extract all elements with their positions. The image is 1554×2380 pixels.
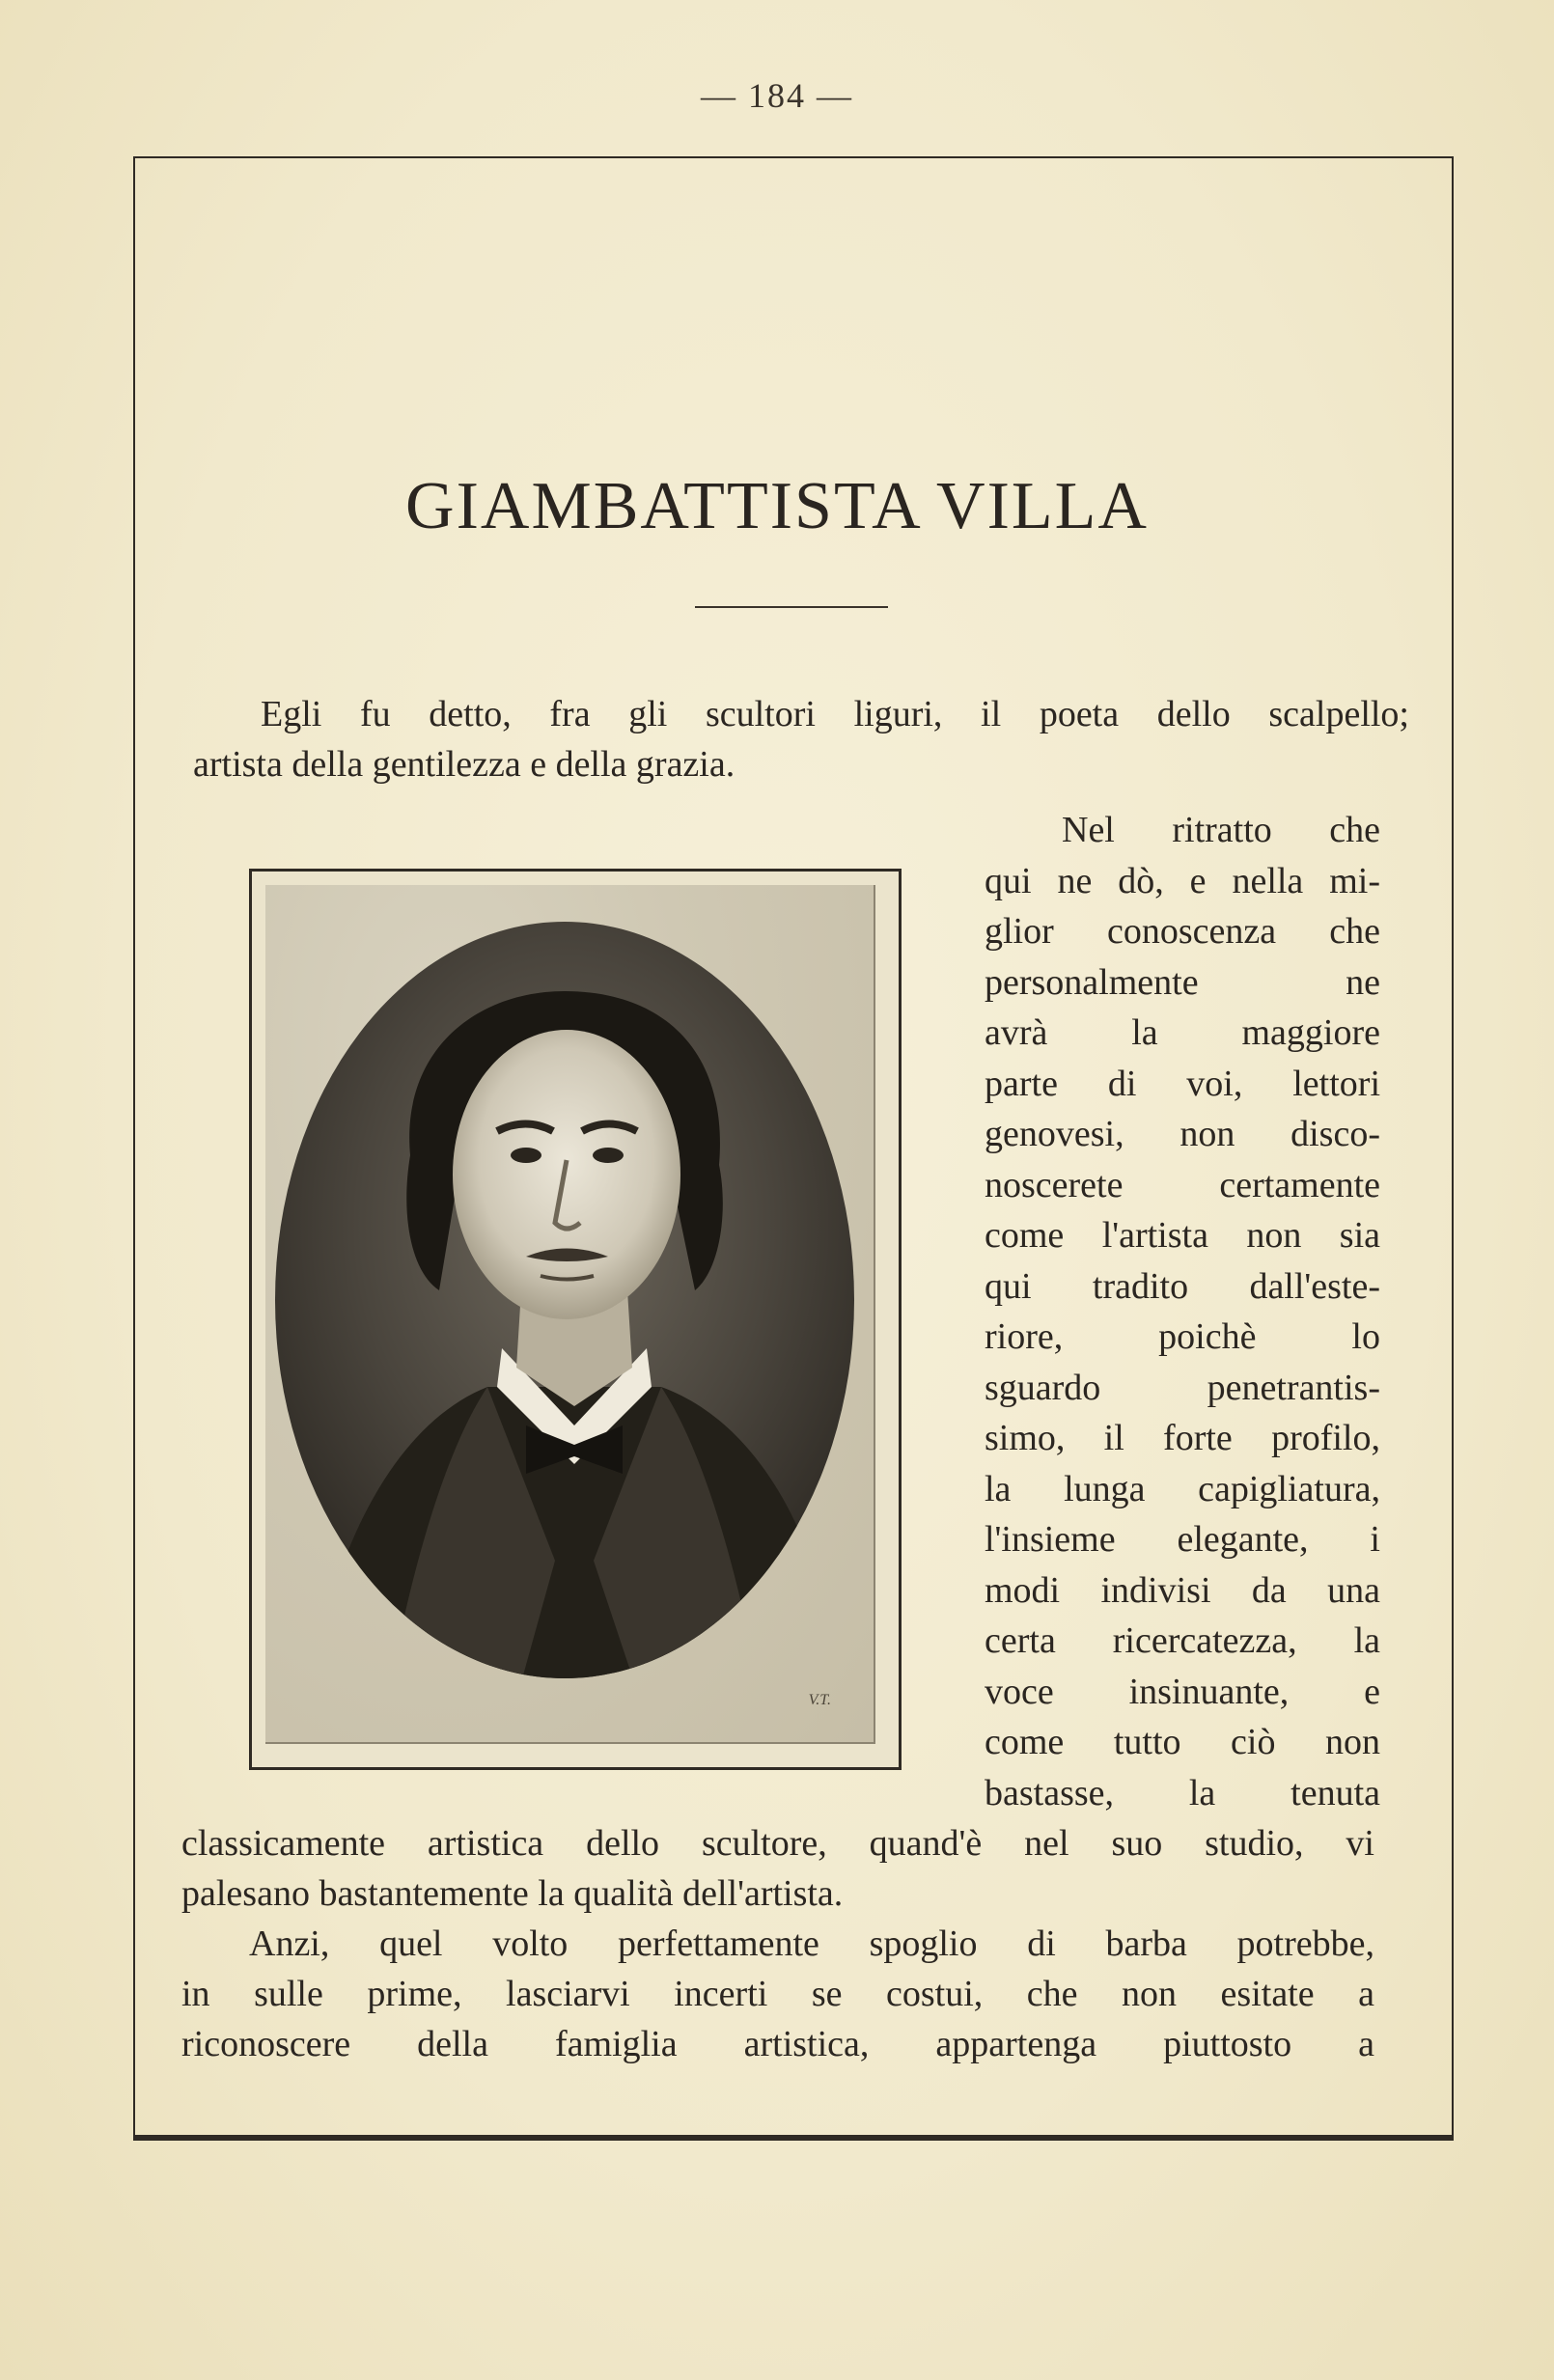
column-line: qui ne dò, e nella mi- [985, 860, 1380, 901]
column-line: modi indivisi da una [985, 1569, 1380, 1611]
body-line: classicamente artistica dello scultore, quand'è nel suo studio, vi [181, 1823, 1374, 1864]
portrait-plate [265, 885, 875, 1744]
column-line: glior conoscenza che [985, 911, 1380, 952]
column-line: riore, poichè lo [985, 1316, 1380, 1357]
intro-line-1: Egli fu detto, fra gli scultori liguri, il poeta dello scalpello; [261, 694, 1409, 734]
column-line: voce insinuante, e [985, 1671, 1380, 1712]
column-line: bastasse, la tenuta [985, 1772, 1380, 1813]
column-line: la lunga capigliatura, [985, 1468, 1380, 1509]
body-line: in sulle prime, lasciarvi incerti se costui, che non esitate a [181, 1974, 1374, 2014]
column-line: come l'artista non sia [985, 1215, 1380, 1256]
portrait-image [265, 885, 881, 1750]
portrait-figure [249, 869, 902, 1770]
body-line: riconoscere della famiglia artistica, appartenga piuttosto a [181, 2024, 1374, 2064]
article-title: GIAMBATTISTA VILLA [405, 469, 1149, 543]
intro-line-2: artista della gentilezza e della grazia. [193, 744, 735, 785]
body-line: Anzi, quel volto perfettamente spoglio di barba potrebbe, [249, 1923, 1374, 1964]
column-line: Nel ritratto che [1062, 810, 1380, 850]
column-line: noscerete certamente [985, 1164, 1380, 1205]
column-line: l'insieme elegante, i [985, 1519, 1380, 1560]
column-line: certa ricercatezza, la [985, 1620, 1380, 1661]
page-number: — 184 — [701, 76, 853, 115]
portrait-credit: V.T. [808, 1692, 831, 1708]
column-line: genovesi, non disco- [985, 1114, 1380, 1154]
column-line: simo, il forte profilo, [985, 1418, 1380, 1458]
side-column [985, 805, 1380, 1818]
column-line: avrà la maggiore [985, 1012, 1380, 1053]
intro-paragraph [193, 689, 1409, 789]
body-paragraph [181, 1818, 1374, 2069]
title-rule [695, 606, 888, 608]
column-line: qui tradito dall'este- [985, 1265, 1380, 1307]
column-line: come tutto ciò non [985, 1722, 1380, 1762]
body-line: palesano bastantemente la qualità dell'artista. [181, 1873, 844, 1914]
column-line: sguardo penetrantis- [985, 1367, 1380, 1408]
column-line: personalmente ne [985, 961, 1380, 1003]
column-line: parte di voi, lettori [985, 1063, 1380, 1104]
